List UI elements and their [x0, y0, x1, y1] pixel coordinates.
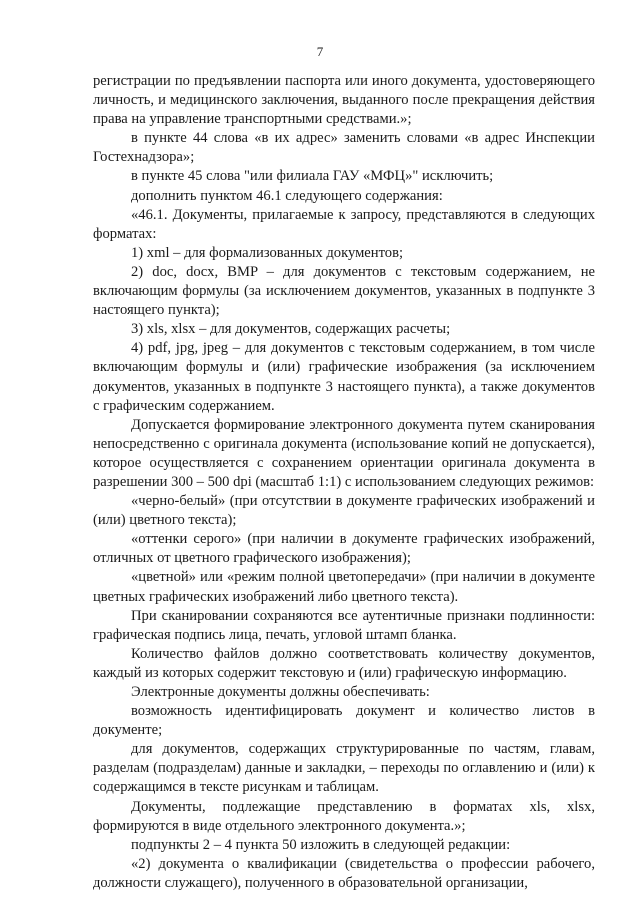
paragraph-3: в пункте 45 слова "или филиала ГАУ «МФЦ»" исключить; — [131, 168, 494, 185]
page-number: 7 — [316, 44, 324, 59]
paragraph-16: Электронные документы должны обеспечивать: — [131, 684, 430, 700]
paragraph-15: Количество файлов должно соответствовать количеству документов, каждый из которых содержит текстовую и (или) графическую информацию. — [93, 645, 595, 681]
paragraph-14: При сканировании сохраняются все аутентичные признаки подлинности: графическая подпись лица, печать, угловой штамп бланка. — [93, 607, 595, 643]
paragraph-20: подпункты 2 – 4 пункта 50 изложить в следующей редакции: — [131, 836, 511, 853]
paragraph-4: дополнить пунктом 46.1 следующего содержания: — [131, 187, 443, 204]
paragraph-21: «2) документа о квалификации (свидетельства о профессии рабочего, должности служащего), полученного в образовательной организации, — [93, 855, 595, 891]
paragraph-5: «46.1. Документы, прилагаемые к запросу, представляются в следующих форматах: — [93, 206, 595, 242]
paragraph-12: «оттенки серого» (при наличии в документе графических изображений, отличных от цветного графического изображения); — [93, 531, 595, 567]
paragraph-18: для документов, содержащих структурированные по частям, главам, разделам (подразделам) данные и закладки, – переходы по оглавлению и (или) к содержащимся в тексте рисункам и таблицам. — [93, 741, 595, 796]
paragraph-9: 4) pdf, jpg, jpeg – для документов с текстовым содержанием, в том числе включающим формулы и (или) графические изображения (за исключением документов, указанных в подпункте 3 настоящего пункта), а также документов с графическим содержанием. — [93, 340, 595, 414]
document-body — [93, 72, 595, 893]
paragraph-1: регистрации по предъявлении паспорта или иного документа, удостоверяющего личность, и медицинского заключения, выданного после прекращения действия права на управление транспортными средствами.»; — [93, 73, 595, 128]
paragraph-10: Допускается формирование электронного документа путем сканирования непосредственно с оригинала документа (использование копий не допускается), которое осуществляется с сохранением ориентации оригинала документа в разрешении 300 – 500 dpi (масштаб 1:1) с использованием следующих режимов: — [93, 416, 595, 490]
paragraph-11: «черно-белый» (при отсутствии в документе графических изображений и (или) цветного текста); — [93, 493, 595, 529]
paragraph-17: возможность идентифицировать документ и количество листов в документе; — [93, 703, 595, 739]
paragraph-6: 1) xml – для формализованных документов; — [131, 244, 404, 261]
paragraph-13: «цветной» или «режим полной цветопередачи» (при наличии в документе цветных графических изображений либо цветного текста). — [93, 569, 595, 605]
paragraph-19: Документы, подлежащие представлению в форматах xls, xlsx, формируются в виде отдельного электронного документа.»; — [93, 798, 595, 834]
paragraph-2: в пункте 44 слова «в их адрес» заменить словами «в адрес Инспекции Гостехнадзора»; — [93, 130, 595, 166]
paragraph-7: 2) doc, docx, BMP – для документов с текстовым содержанием, не включающим формулы (за исключением документов, указанных в подпункте 3 настоящего пункта); — [93, 263, 595, 319]
paragraph-8: 3) xls, xlsx – для документов, содержащих расчеты; — [131, 321, 451, 338]
